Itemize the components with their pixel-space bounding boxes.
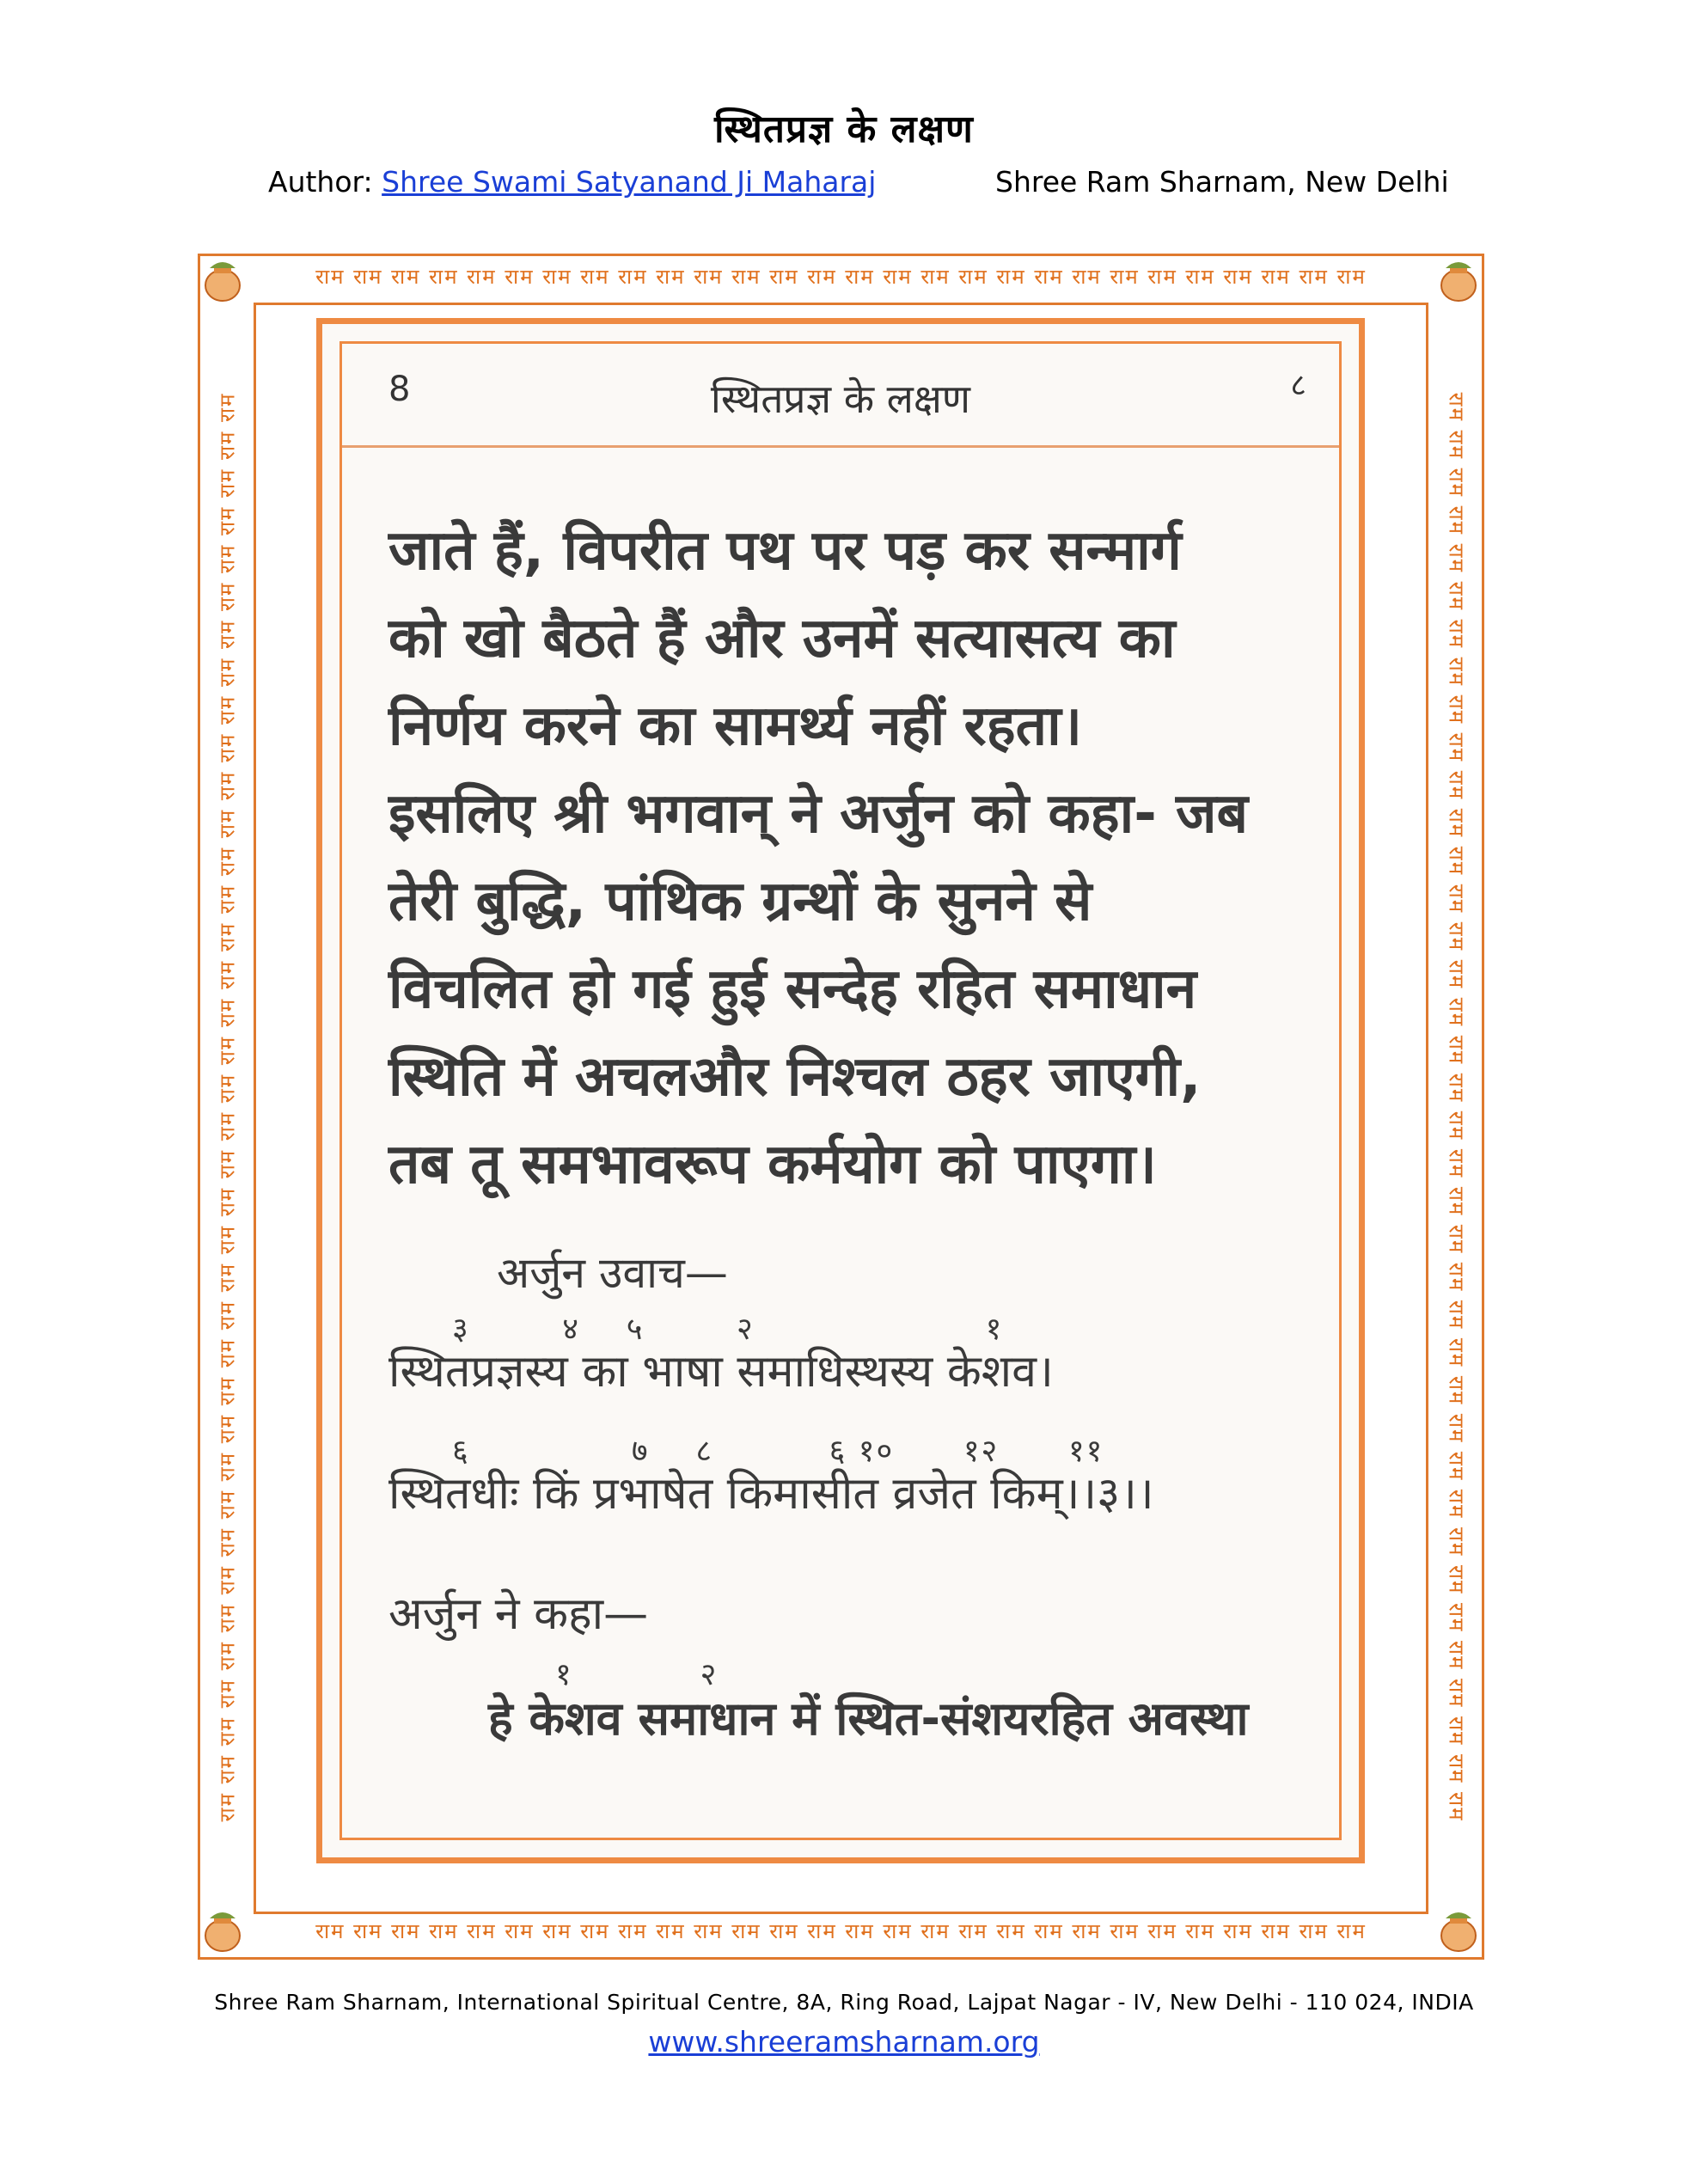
ram-border-left: राम राम राम राम राम राम राम राम राम राम राम राम राम राम राम राम राम राम राम राम राम राम राम राम राम राम राम राम राम राम राम राम राम राम राम राम राम राम [215, 392, 240, 1822]
website-link[interactable]: www.shreeramsharnam.org [648, 2025, 1040, 2059]
body-line: को खो बैठते हैं और उनमें सत्यासत्य का [388, 607, 1176, 670]
ram-border-bottom: राम राम राम राम राम राम राम राम राम राम राम राम राम राम राम राम राम राम राम राम राम राम राम राम राम राम राम राम [315, 1919, 1367, 1943]
book-page-title: स्थितप्रज्ञ के लक्षण [710, 376, 971, 422]
body-line: जाते हैं, विपरीत पथ पर पड़ कर सन्मार्ग [388, 519, 1182, 583]
kalash-icon [1437, 1906, 1480, 1955]
body-line: तब तू समभावरूप कर्मयोग को पाएगा। [388, 1133, 1157, 1196]
document-title: स्थितप्रज्ञ के लक्षण [714, 107, 974, 151]
verse1-word-numbers: ३ ४ ५ २ १ [452, 1312, 1004, 1347]
kalash-icon [201, 256, 244, 304]
body-line: इसलिए श्री भगवान् ने अर्जुन को कहा- जब [388, 782, 1249, 846]
ram-border-top: राम राम राम राम राम राम राम राम राम राम राम राम राम राम राम राम राम राम राम राम राम राम राम राम राम राम राम राम [315, 265, 1367, 289]
kalash-icon [201, 1906, 244, 1955]
arjun-uvach-heading: अर्जुन उवाच— [497, 1248, 728, 1298]
ram-border-right: राम राम राम राम राम राम राम राम राम राम राम राम राम राम राम राम राम राम राम राम राम राम राम राम राम राम राम राम राम राम राम राम राम राम राम राम राम राम [1444, 392, 1469, 1822]
body-line: विचलित हो गई हुई सन्देह रहित समाधान [388, 957, 1197, 1021]
book-page-header [342, 344, 1339, 448]
book-inner-border [339, 341, 1342, 1840]
body-text [388, 507, 1325, 1208]
meaning-line: हे केशव समाधान में स्थित-संशयरहित अवस्था [488, 1692, 1249, 1746]
body-line: निर्णय करने का सामर्थ्य नहीं रहता। [388, 694, 1082, 758]
body-line: तेरी बुद्धि, पांथिक ग्रन्थों के सुनने से [388, 870, 1092, 933]
organization-label: Shree Ram Sharnam, New Delhi [995, 165, 1449, 199]
verse-line-2: स्थितधीः किं प्रभाषेत किमासीत व्रजेत किम्।।३।। [388, 1468, 1154, 1520]
page-number-left: 8 [388, 370, 411, 409]
author-line [268, 165, 876, 199]
arjun-ne-kaha-heading: अर्जुन ने कहा— [388, 1588, 649, 1640]
verse-line-1: स्थितप्रज्ञस्य का भाषा समाधिस्थस्य केशव। [388, 1346, 1054, 1398]
verse2-word-numbers: ६ ७ ८ ६ १० १२ ११ [452, 1434, 1104, 1469]
footer-address: Shree Ram Sharnam, International Spiritual Centre, 8A, Ring Road, Lajpat Nagar - IV, New Delhi - 110 024, INDIA [214, 1990, 1474, 2015]
meaning-word-numbers: १ २ [555, 1657, 719, 1692]
page-number-right: ८ [1290, 368, 1306, 403]
scanned-book-page [316, 318, 1365, 1863]
author-link[interactable]: Shree Swami Satyanand Ji Maharaj [382, 165, 877, 199]
footer-url-container [0, 2025, 1688, 2059]
kalash-icon [1437, 256, 1480, 304]
body-line: स्थिति में अचलऔर निश्चल ठहर जाएगी, [388, 1045, 1202, 1109]
author-label: Author: [268, 165, 382, 199]
